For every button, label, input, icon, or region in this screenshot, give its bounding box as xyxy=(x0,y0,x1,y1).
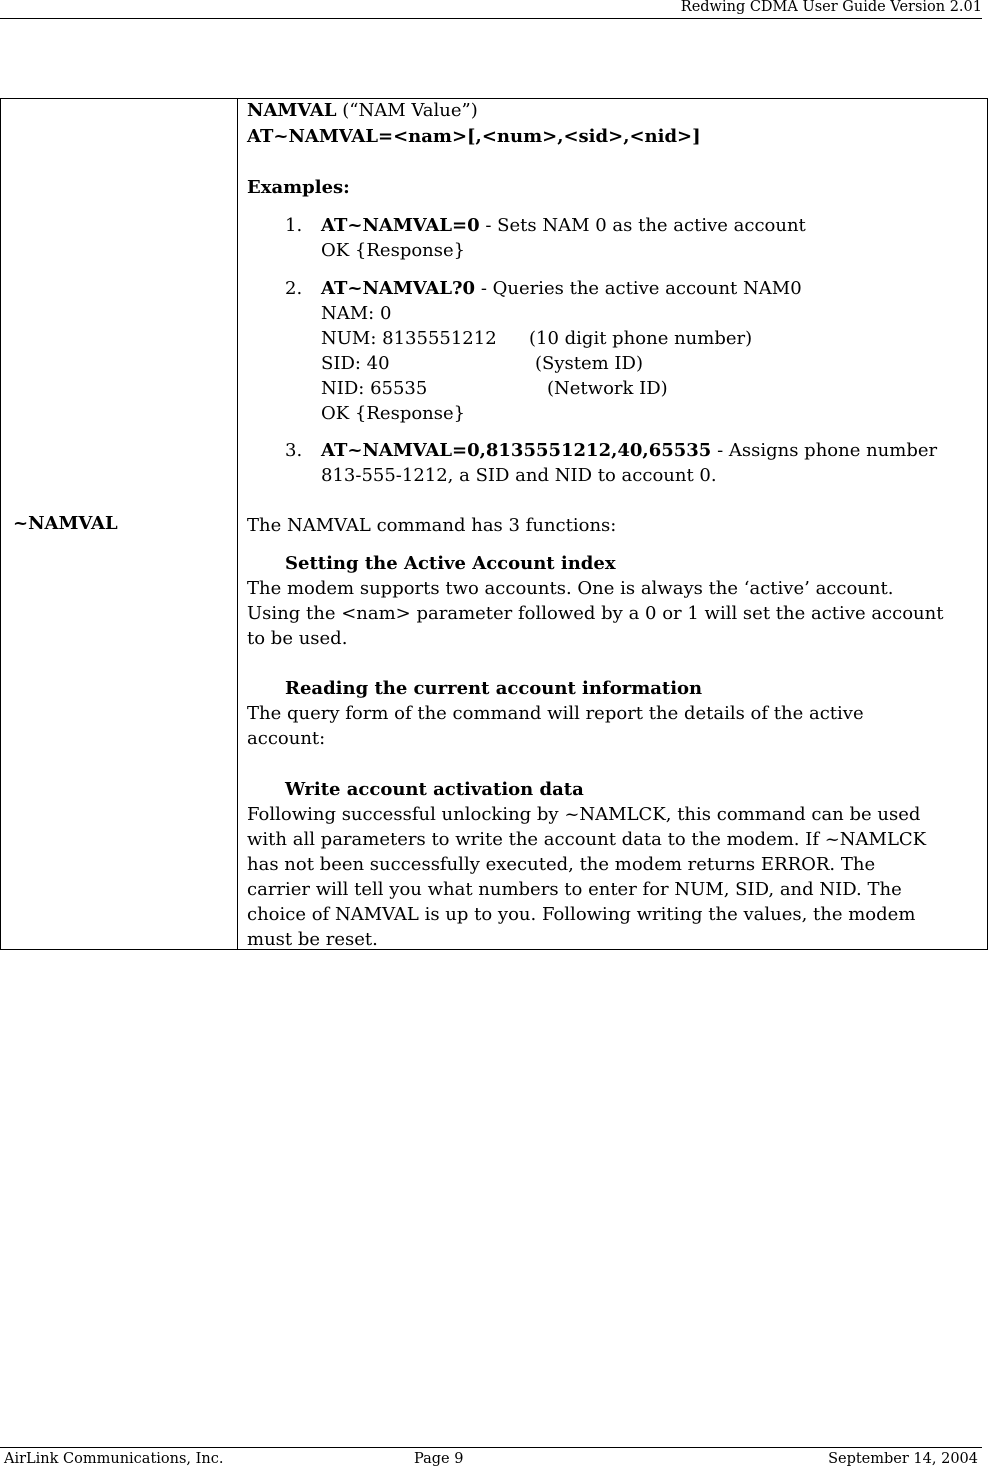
section-3-line-2: with all parameters to write the account data to the modem. If ~NAMLCK xyxy=(247,829,927,850)
example-2-command: AT~NAMVAL?0 xyxy=(321,278,476,299)
example-1-command: AT~NAMVAL=0 xyxy=(321,215,480,236)
command-syntax: AT~NAMVAL=<nam>[,<num>,<sid>,<nid>] xyxy=(247,126,701,147)
example-2-desc: - Queries the active account NAM0 xyxy=(480,278,802,299)
section-1-line-2: Using the <nam> parameter followed by a 0 or 1 will set the active account xyxy=(247,603,944,624)
example-1-line xyxy=(321,214,806,238)
command-title-line xyxy=(247,99,478,123)
section-3-line-5: choice of NAMVAL is up to you. Following writing the values, the modem xyxy=(247,904,916,925)
section-3-line-6: must be reset. xyxy=(247,929,378,950)
page-footer xyxy=(0,1447,982,1470)
section-3-heading: Write account activation data xyxy=(285,779,584,800)
section-1-heading: Setting the Active Account index xyxy=(285,553,616,574)
header-title: Redwing CDMA User Guide Version 2.01 xyxy=(680,0,982,15)
example-2-line xyxy=(321,277,802,301)
section-2-line-2: account: xyxy=(247,728,326,749)
examples-label: Examples: xyxy=(247,177,350,198)
example-1-response: OK {Response} xyxy=(321,240,466,261)
example-2-sid-note: (System ID) xyxy=(535,353,643,374)
example-2-response: OK {Response} xyxy=(321,403,466,424)
section-3-line-1: Following successful unlocking by ~NAMLCK, this command can be used xyxy=(247,804,921,825)
command-title-desc: (“NAM Value”) xyxy=(342,100,478,121)
section-3-line-3: has not been successfully executed, the modem returns ERROR. The xyxy=(247,854,876,875)
command-name: ~NAMVAL xyxy=(13,513,118,534)
command-title: NAMVAL xyxy=(247,100,337,121)
example-3-line xyxy=(321,439,937,463)
footer-date: September 14, 2004 xyxy=(828,1451,978,1467)
column-divider xyxy=(237,99,238,949)
section-1-line-3: to be used. xyxy=(247,628,348,649)
footer-page-number: Page 9 xyxy=(414,1451,464,1467)
command-table xyxy=(0,98,988,950)
example-2-nid: NID: 65535 xyxy=(321,378,428,399)
footer-company: AirLink Communications, Inc. xyxy=(4,1451,224,1467)
example-2-nid-note: (Network ID) xyxy=(547,378,668,399)
example-2-number: 2. xyxy=(285,278,303,299)
section-2-heading: Reading the current account information xyxy=(285,678,703,699)
example-2-num-note: (10 digit phone number) xyxy=(529,328,753,349)
example-3-continuation: 813-555-1212, a SID and NID to account 0. xyxy=(321,465,717,486)
example-3-desc: - Assigns phone number xyxy=(717,440,938,461)
example-2-nam: NAM: 0 xyxy=(321,303,392,324)
section-3-line-4: carrier will tell you what numbers to enter for NUM, SID, and NID. The xyxy=(247,879,902,900)
example-3-number: 3. xyxy=(285,440,303,461)
section-2-line-1: The query form of the command will report the details of the active xyxy=(247,703,864,724)
example-1-desc: - Sets NAM 0 as the active account xyxy=(485,215,806,236)
example-3-command: AT~NAMVAL=0,8135551212,40,65535 xyxy=(321,440,712,461)
page-header xyxy=(0,0,982,19)
example-1-number: 1. xyxy=(285,215,303,236)
functions-intro: The NAMVAL command has 3 functions: xyxy=(247,515,617,536)
section-1-line-1: The modem supports two accounts. One is always the ‘active’ account. xyxy=(247,578,894,599)
example-2-num: NUM: 8135551212 xyxy=(321,328,497,349)
example-2-sid: SID: 40 xyxy=(321,353,390,374)
